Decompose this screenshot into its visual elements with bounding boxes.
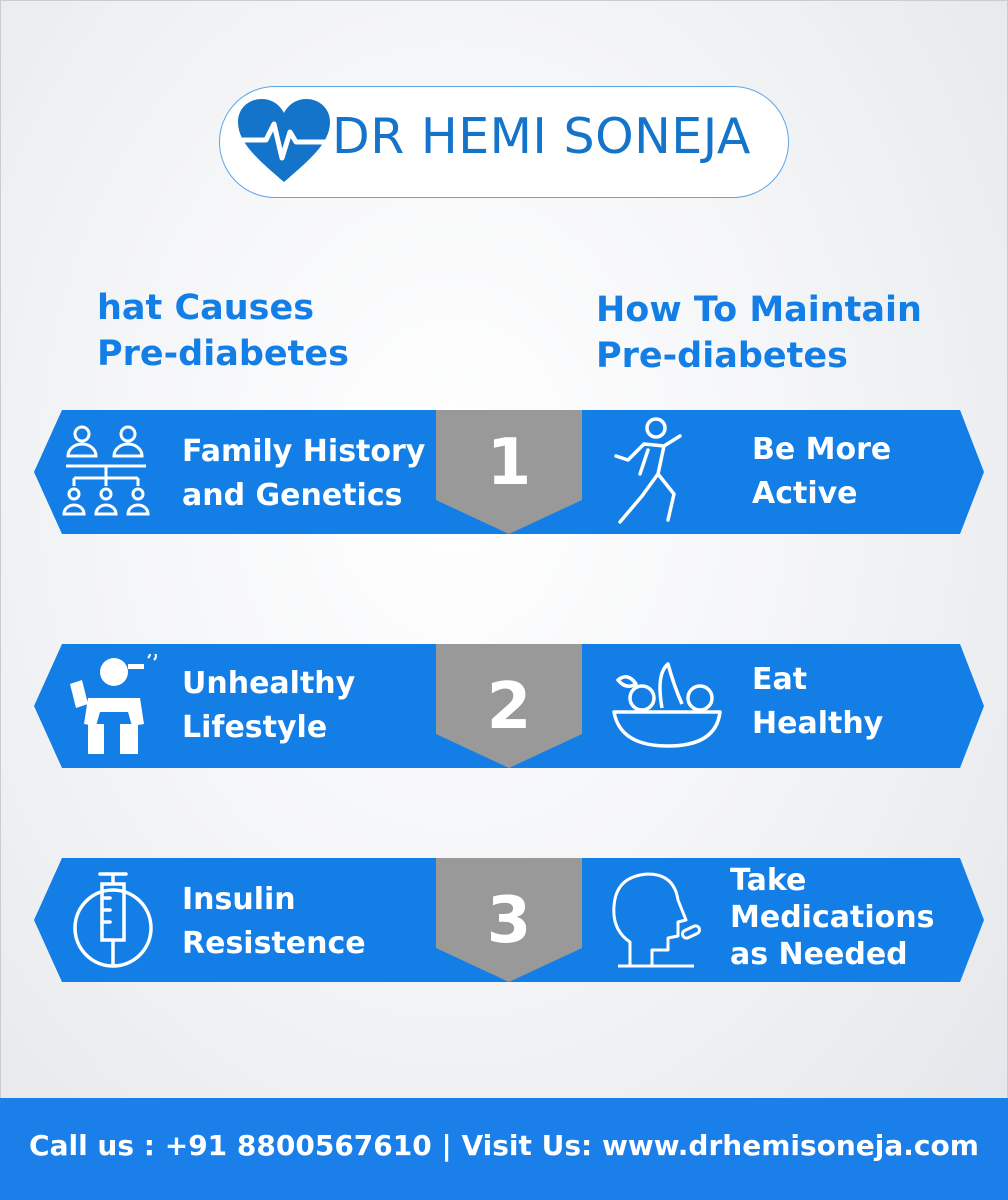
- head-pill-icon: [608, 870, 704, 970]
- cause-2-line1: Unhealthy: [182, 666, 356, 701]
- tip-3-line1: Take: [730, 863, 807, 898]
- fruit-bowl-icon: [608, 660, 726, 750]
- row-3-banner: [0, 856, 1008, 986]
- contact-footer: [0, 1098, 1008, 1200]
- tip-1-text: [752, 428, 891, 516]
- cause-1-line2: and Genetics: [182, 478, 403, 513]
- causes-heading-line1: hat Causes: [97, 288, 315, 328]
- maintain-heading: [596, 287, 922, 379]
- cause-2-line2: Lifestyle: [182, 710, 328, 745]
- cause-1-line1: Family History: [182, 434, 426, 469]
- cause-3-text: [182, 878, 366, 966]
- smoking-drinking-person-icon: [58, 654, 162, 758]
- cause-3-line1: Insulin: [182, 882, 296, 917]
- tip-2-text: [752, 658, 883, 746]
- cause-3-line2: Resistence: [182, 926, 366, 961]
- step-number-3: 3: [486, 884, 532, 958]
- maintain-heading-line2: Pre-diabetes: [596, 336, 848, 376]
- tip-3-text: [730, 862, 934, 973]
- step-number-1: 1: [486, 426, 532, 500]
- maintain-heading-line1: How To Maintain: [596, 290, 922, 330]
- cause-2-text: [182, 662, 355, 750]
- contact-text: Call us : +91 8800567610 | Visit Us: www.drhemisoneja.com: [29, 1129, 979, 1162]
- tip-2-line1: Eat: [752, 662, 808, 697]
- family-tree-icon: [60, 420, 152, 516]
- running-person-icon: [608, 416, 692, 528]
- tip-1-line2: Active: [752, 476, 858, 511]
- heart-pulse-icon: [236, 98, 332, 184]
- syringe-icon: [70, 870, 156, 972]
- step-number-2: 2: [486, 670, 532, 744]
- logo-text: DR HEMI SONEJA: [332, 108, 751, 165]
- tip-3-line2: Medications: [730, 900, 935, 935]
- cause-1-text: [182, 430, 425, 518]
- row-2-banner: [0, 642, 1008, 772]
- causes-heading: [97, 285, 349, 377]
- causes-heading-line2: Pre-diabetes: [97, 334, 349, 374]
- tip-3-line3: as Needed: [730, 937, 908, 972]
- row-1-banner: [0, 408, 1008, 538]
- tip-2-line2: Healthy: [752, 706, 884, 741]
- tip-1-line1: Be More: [752, 432, 892, 467]
